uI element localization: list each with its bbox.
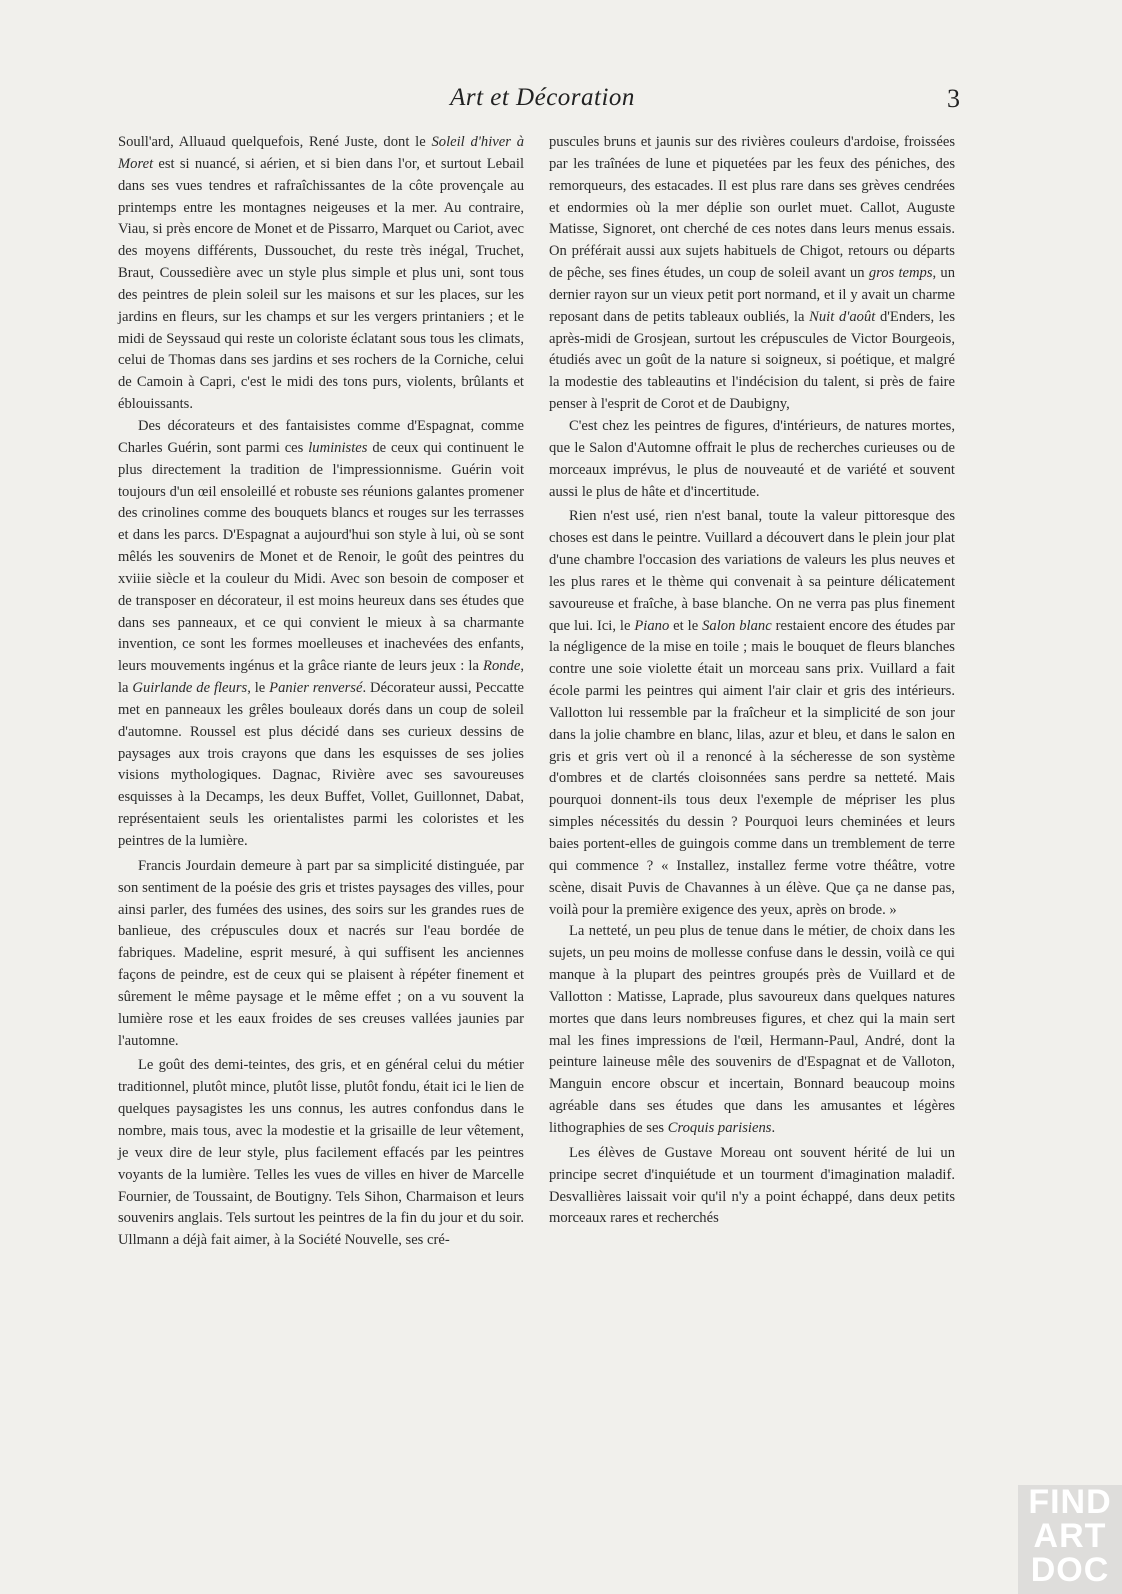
emphasis: luministes	[308, 439, 368, 456]
artwork-title: Croquis parisiens	[667, 1119, 772, 1136]
paragraph: Les élèves de Gustave Moreau ont souvent hérité de lui un principe secret d'inquiétude et un tourment d'imagination maladif. Desvallières laissait voir qu'il n'y a point échappé, dans deux petits morceaux rares et recherchés	[549, 1144, 955, 1227]
paragraph: Soull'ard, Alluaud quelquefois, René Juste, dont le Soleil d'hiver à Moret est si nuancé, si aérien, et si bien dans l'or, et surtout Lebail dans ses vues tendres et rafraîchissantes de la côte provençale au printemps entre les montagnes neigeuses et la mer. Au contraire, Viau, si près encore de Monet et de Pissarro, Marquet ou Cariot, avec des moyens différents, Dussouchet, du reste très inégal, Truchet, Braut, Coussedière avec un style plus simple et plus uni, sont tous des peintres de plein soleil sur les maisons et sur les places, sur les jardins en fleurs, sur les champs et sur les vergers printaniers ; et le midi de Seyssaud qui reste un coloriste éclatant sous tous les climats, celui de Thomas dans ses jardins et ses rochers de la Corniche, celui de Camoin à Capri, c'est le midi des tons purs, violents, brûlants et éblouissants.	[118, 134, 524, 413]
paragraph: Francis Jourdain demeure à part par sa simplicité distinguée, par son sentiment de la poésie des gris et tristes paysages des villes, pour ainsi parler, des fumées des usines, des soirs sur les grandes rues de banlieue, des crépuscules doux et nacrés sur l'eau bordée de fabriques. Madeline, esprit mesuré, à qui suffisent les anciennes façons de peindre, est de ceux qui se plaisent à répéter finement et sûrement le même paysage et le même effet ; on a vu souvent la lumière rose et les eaux froides de ses creuses vallées jaunies par l'automne.	[118, 857, 524, 1049]
right-column	[549, 132, 955, 1230]
paragraph: Le goût des demi-teintes, des gris, et en général celui du métier traditionnel, plutôt mince, plutôt lisse, plutôt fondu, était ici le lien de quelques paysagistes les uns connus, les autres confondus dans le nombre, mais tous, avec la modestie et la grisaille de leur vêtement, je veux dire de leur style, plus facilement effacés par les peintres voyants de la lumière. Telles les vues de villes en hiver de Marcelle Fournier, de Toussaint, de Boutigny. Tels Sihon, Charmaison et leurs souvenirs anglais. Tels surtout les peintres de la fin du jour et du soir. Ullmann a déjà fait aimer, à la Société Nouvelle, ses cré-	[118, 1057, 524, 1249]
artwork-title: Piano	[634, 617, 670, 634]
artwork-title: Guirlande de fleurs	[132, 680, 248, 697]
running-head	[0, 84, 1122, 124]
artwork-title: Ronde	[483, 658, 521, 675]
emphasis: gros temps	[868, 265, 933, 282]
paragraph: C'est chez les peintres de figures, d'intérieurs, de natures mortes, que le Salon d'Automne offrait le plus de recherches curieuses ou de morceaux imprévus, le plus de nouveauté et de variété et souvent aussi le plus de hâte et d'incertitude.	[549, 417, 955, 500]
paragraph: La netteté, un peu plus de tenue dans le métier, de choix dans les sujets, un peu moins de mollesse confuse dans le dessin, voilà ce qui manque à la plupart des peintres groupés près de Vuillard et de Vallotton : Matisse, Laprade, plus savoureux dans quelques natures mortes que dans leurs nombreuses figures, et chez qui la main sert mal les fines impressions de l'œil, Hermann-Paul, André, dont la peinture laineuse mêle des souvenirs de d'Espagnat et de Valloton, Manguin encore obscur et incertain, Bonnard beaucoup moins agréable dans ses études que dans les amusantes et légères lithographies de ses Croquis parisiens.	[549, 923, 955, 1136]
paragraph: Des décorateurs et des fantaisistes comme d'Espagnat, comme Charles Guérin, sont parmi ces luministes de ceux qui continuent le plus directement la tradition de l'impressionnisme. Guérin voit toujours d'un œil ensoleillé et robuste ses réunions galantes promener des crinolines comme des bouquets blancs et rouges sur les terrasses et dans les parcs. D'Espagnat a aujourd'hui son style à lui, où se sont mêlés les souvenirs de Monet et de Renoir, le goût des peintres du xviiie siècle et la couleur du Midi. Avec son besoin de composer et de transposer en décorateur, il est moins heureux dans ses études que dans ses panneaux, et ce qui convient le mieux à sa charmante invention, ce sont les formes moelleuses et inachevées des enfants, leurs mouvements ingénus et la grâce riante de leurs jeux : la Ronde, la Guirlande de fleurs, le Panier renversé. Décorateur aussi, Peccatte met en panneaux les grêles bouleaux dorés dans un coup de soleil d'automne. Roussel est plus décidé dans ses curieux dessins de paysages aux trois crayons que dans les esquisses de ses jolies visions mythologiques. Dagnac, Rivière avec ses savoureuses esquisses à la Decamps, les deux Buffet, Vollet, Guillonnet, Dabat, représentaient seuls les orientalistes parmi les coloristes et les peintres de la lumière.	[118, 417, 525, 849]
artwork-title: Soleil d'hiver à Moret	[118, 134, 524, 172]
artwork-title: Salon blanc	[702, 617, 772, 634]
journal-title: Art et Décoration	[450, 84, 635, 111]
paragraph: puscules bruns et jaunis sur des rivières couleurs d'ardoise, froissées par les traînées de lune et piquetées par les feux des péniches, des remorqueurs, des estacades. Il est plus rare dans ses grèves cendrées et endormies où la mer déplie son ourlet muet. Callot, Auguste Matisse, Signoret, ont cherché de ces notes dans leurs menus essais. On préférait aussi aux sujets habituels de Chigot, retours ou départs de pêche, ses fines études, un coup de soleil avant un gros temps, un dernier rayon sur un vieux petit port normand, et il y avait un charme reposant dans de petits tableaux oubliés, la Nuit d'août d'Enders, les après-midi de Grosjean, surtout les crépuscules de Victor Bourgeois, étudiés avec un goût de la nature si soigneux, si poétique, et malgré la modestie des tableautins et l'indécision du talent, si près de faire penser à l'esprit de Corot et de Daubigny,	[549, 134, 956, 413]
findartdoc-watermark: FIND ART DOC	[1018, 1485, 1122, 1594]
artwork-title: Panier renversé	[269, 680, 363, 697]
left-column	[118, 132, 524, 1252]
paragraph: Rien n'est usé, rien n'est banal, toute la valeur pittoresque des choses est dans le peintre. Vuillard a découvert dans le plein jour plat d'une chambre l'occasion des variations de valeurs les plus neuves et les plus rares et le thème qui convenait à sa peinture délicatement savoureuse et fraîche, à base blanche. On ne verra pas plus finement que lui. Ici, le Piano et le Salon blanc restaient encore des études par la négligence de la mise en toile ; mais le bouquet de fleurs blanches contre une soie violette était un morceau sans prix. Vuillard a fait école parmi les peintres qui aiment l'air clair et gris des intérieurs. Vallotton lui ressemble par la fraîcheur et la simplicité de son jour dans la jolie chambre en blanc, lilas, azur et bleu, et dans le salon en gris et gris vert où il a renoncé à la sécheresse de son système d'ombres et de clartés cloisonnées sans perdre sa netteté. Mais pourquoi donnent-ils tous deux l'exemple de mépriser les plus simples nécessités du dessin ? Pourquoi leurs cheminées et leurs baies portent-elles de guingois comme dans un tremblement de terre qui commence ? « Installez, installez ferme votre théâtre, votre scène, disait Puvis de Chavannes à un élève. Que ça ne danse pas, voilà pour la première exigence des yeux, après on brode. »	[549, 508, 955, 918]
artwork-title: Nuit d'août	[809, 308, 876, 325]
page-number: 3	[947, 84, 960, 113]
